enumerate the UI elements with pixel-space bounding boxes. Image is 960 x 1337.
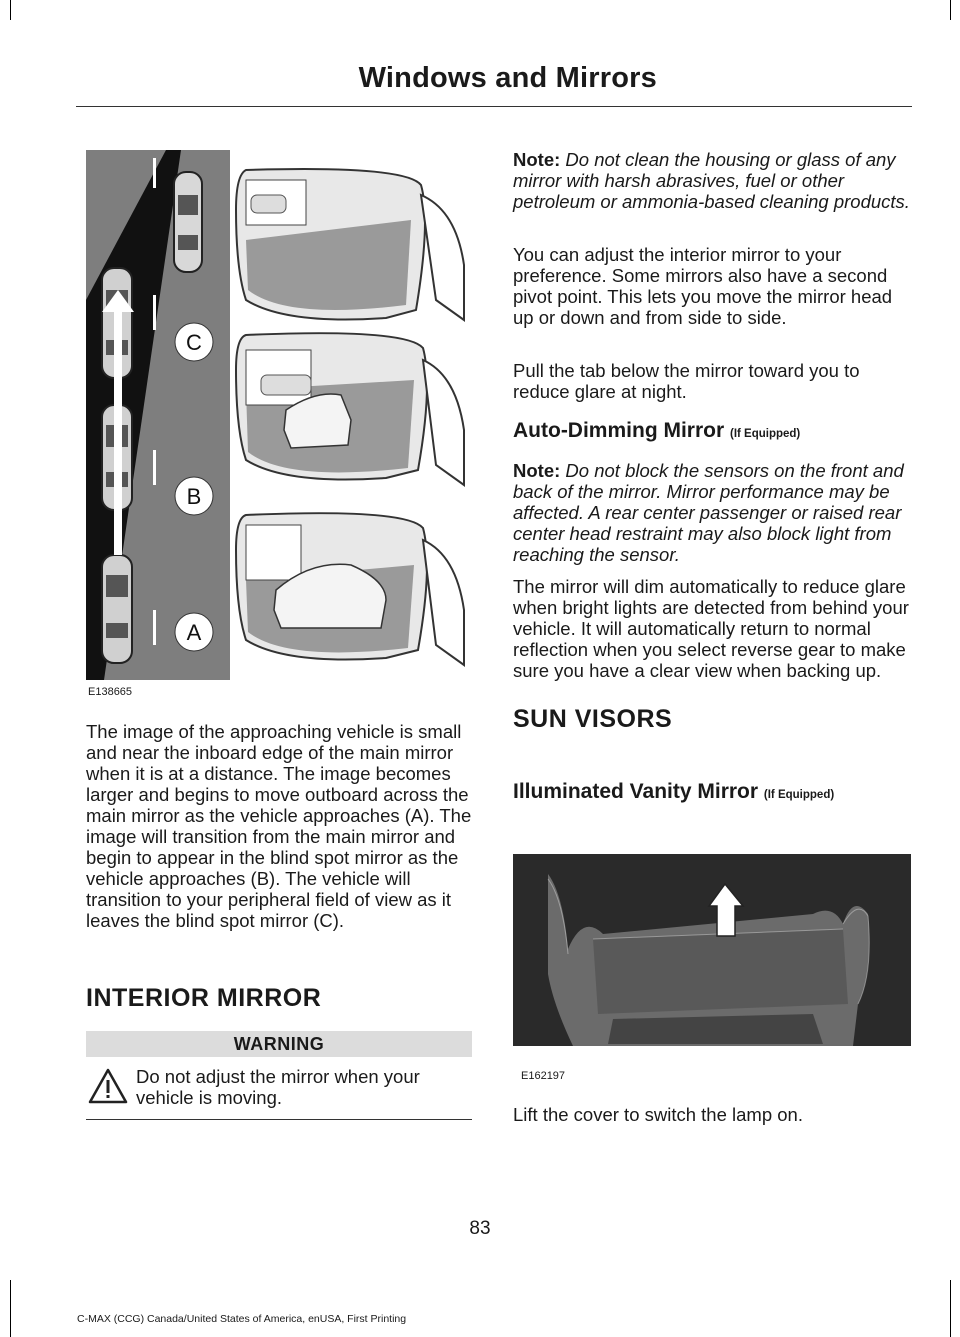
mirror-3 [236,513,464,665]
lamp-paragraph: Lift the cover to switch the lamp on. [513,1104,803,1125]
auto-dim-paragraph: The mirror will dim automatically to reduce glare when bright lights are detected from behind your vehicle. It will automatically return to normal reflection when you select reverse gear to make sure you have a clear view when backing up. [513,576,909,681]
page-number: 83 [469,1218,491,1239]
blind-spot-figure [86,150,473,698]
blind-spot-paragraph: The image of the approaching vehicle is small and near the inboard edge of the main mirror when it is at a distance. The image becomes larger and begins to move outboard across the main mirror as the vehicle approaches (A). The image will transition from the main mirror and begin to appear in the blind spot mirror as the vehicle approaches (B). The vehicle will transition to your peripheral field of view as it leaves the blind spot mirror (C). [86,721,472,931]
crop-mark-bl-v [10,1280,11,1337]
label-c: C [186,330,202,355]
note-1-label: Note: [513,149,561,170]
note-2-text: Do not block the sensors on the front and back of the mirror. Mirror performance may be affected. A rear center passenger or raised rear center head restraint may also block light from reaching the sensor. [513,460,904,565]
footer-text: C-MAX (CCG) Canada/United States of America, enUSA, First Printing [77,1313,407,1325]
sun-visors-heading: SUN VISORS [513,705,673,733]
vanity-mirror-figure [513,854,911,1082]
label-a: A [186,620,202,645]
warning-text: Do not adjust the mirror when your vehicle is moving. [136,1066,420,1108]
if-equipped-label: (If Equipped) [730,428,801,440]
vanity-mirror-heading-text: Illuminated Vanity Mirror [513,780,759,803]
label-b: B [186,484,202,509]
left-paragraph-block [86,721,474,931]
page-title: Windows and Mirrors [358,62,657,94]
crop-mark-tr-v [950,0,951,20]
figure-code-left: E138665 [88,686,133,698]
tab-paragraph: Pull the tab below the mirror toward you to reduce glare at night. [513,360,860,402]
header-rule [76,106,912,107]
auto-dimming-heading-text: Auto-Dimming Mirror [513,419,725,442]
interior-mirror-heading: INTERIOR MIRROR [86,984,322,1012]
crop-mark-tl-v [10,0,11,20]
adjust-paragraph: You can adjust the interior mirror to your preference. Some mirrors also have a second pivot point. This lets you move the mirror head up or down and from side to side. [513,244,893,328]
mirror-2 [236,333,464,485]
mirror-1 [236,169,464,320]
note-2 [513,460,911,565]
vanity-mirror-heading [513,780,911,804]
warning-icon [88,1068,128,1109]
warning-text-block [136,1066,471,1108]
note-1 [513,149,911,212]
if-equipped-label-2: (If Equipped) [763,789,835,801]
auto-dimming-heading [513,419,911,443]
warning-header: WARNING [86,1031,472,1057]
crop-mark-br-v [950,1280,951,1337]
warning-rule [86,1119,472,1120]
figure-code-right: E162197 [521,1070,566,1082]
note-1-text: Do not clean the housing or glass of any mirror with harsh abrasives, fuel or other petroleum or ammonia-based cleaning products. [513,149,910,212]
note-2-label: Note: [513,460,561,481]
